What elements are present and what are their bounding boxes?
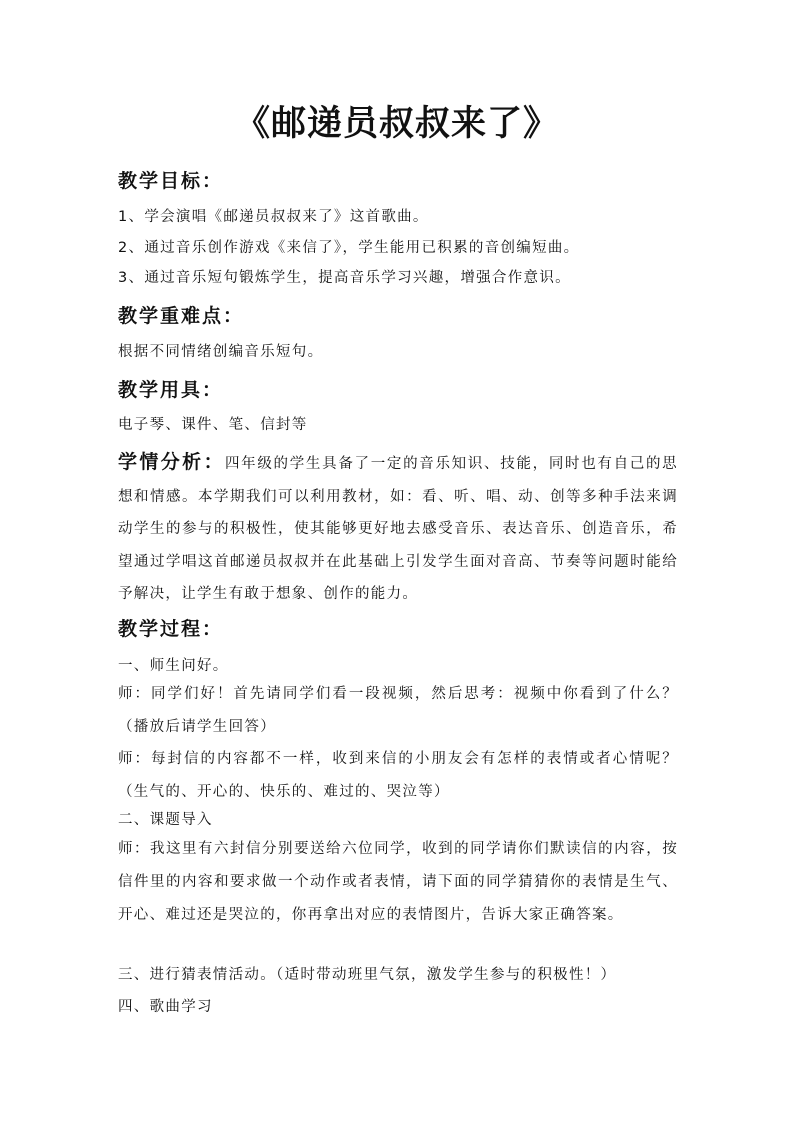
objective-item-2: 2、通过音乐创作游戏《来信了》，学生能用已积累的音创编短曲。	[118, 240, 580, 256]
objective-item-1: 1、学会演唱《邮递员叔叔来了》这首歌曲。	[118, 209, 429, 225]
process-heading: 教学过程：	[118, 618, 224, 640]
objective-item-3: 3、通过音乐短句锻炼学生，提高音乐学习兴趣，增强合作意识。	[118, 270, 571, 286]
objectives-heading: 教学目标：	[118, 170, 224, 192]
process-step-2: 二、课题导入	[118, 812, 213, 828]
analysis-label: 学情分析：	[118, 451, 225, 473]
process-paragraph-3: 师：我这里有六封信分别要送给六位同学，收到的同学请你们默读信的内容，按信件里的内容和要求做一个动作或者表情，请下面的同学猜猜你的表情是生气、开心、难过还是哭泣的，你再拿出对应的表情图片，告诉大家正确答案。	[118, 841, 678, 923]
key-points-text: 根据不同情绪创编音乐短句。	[118, 344, 324, 360]
analysis-text: 四年级的学生具备了一定的音乐知识、技能，同时也有自己的思想和情感。本学期我们可以利用教材，如：看、听、唱、动、创等多种手法来调动学生的参与的积极性，使其能够更好地去感受音乐、表达音乐、创造音乐，希望通过学唱这首邮递员叔叔并在此基础上引发学生面对音高、节奏等问题时能给予解决，让学生有敢于想象、创作的能力。	[118, 456, 678, 603]
analysis-paragraph	[118, 446, 678, 611]
page-title: 《邮递员叔叔来了》	[234, 103, 559, 144]
tools-heading: 教学用具：	[118, 379, 224, 401]
key-points-heading: 教学重难点：	[118, 305, 245, 327]
process-step-4: 四、歌曲学习	[118, 999, 213, 1015]
process-paragraph-2: 师：每封信的内容都不一样，收到来信的小朋友会有怎样的表情或者心情呢？（生气的、开心的、快乐的、难过的、哭泣等）	[118, 751, 678, 800]
tools-text: 电子琴、课件、笔、信封等	[118, 417, 308, 433]
process-step-3: 三、进行猜表情活动。（适时带动班里气氛，激发学生参与的积极性！）	[118, 967, 617, 983]
process-step-1: 一、师生问好。	[118, 658, 229, 674]
process-paragraph-1: 师：同学们好！首先请同学们看一段视频，然后思考：视频中你看到了什么？（播放后请学生回答）	[118, 686, 678, 735]
